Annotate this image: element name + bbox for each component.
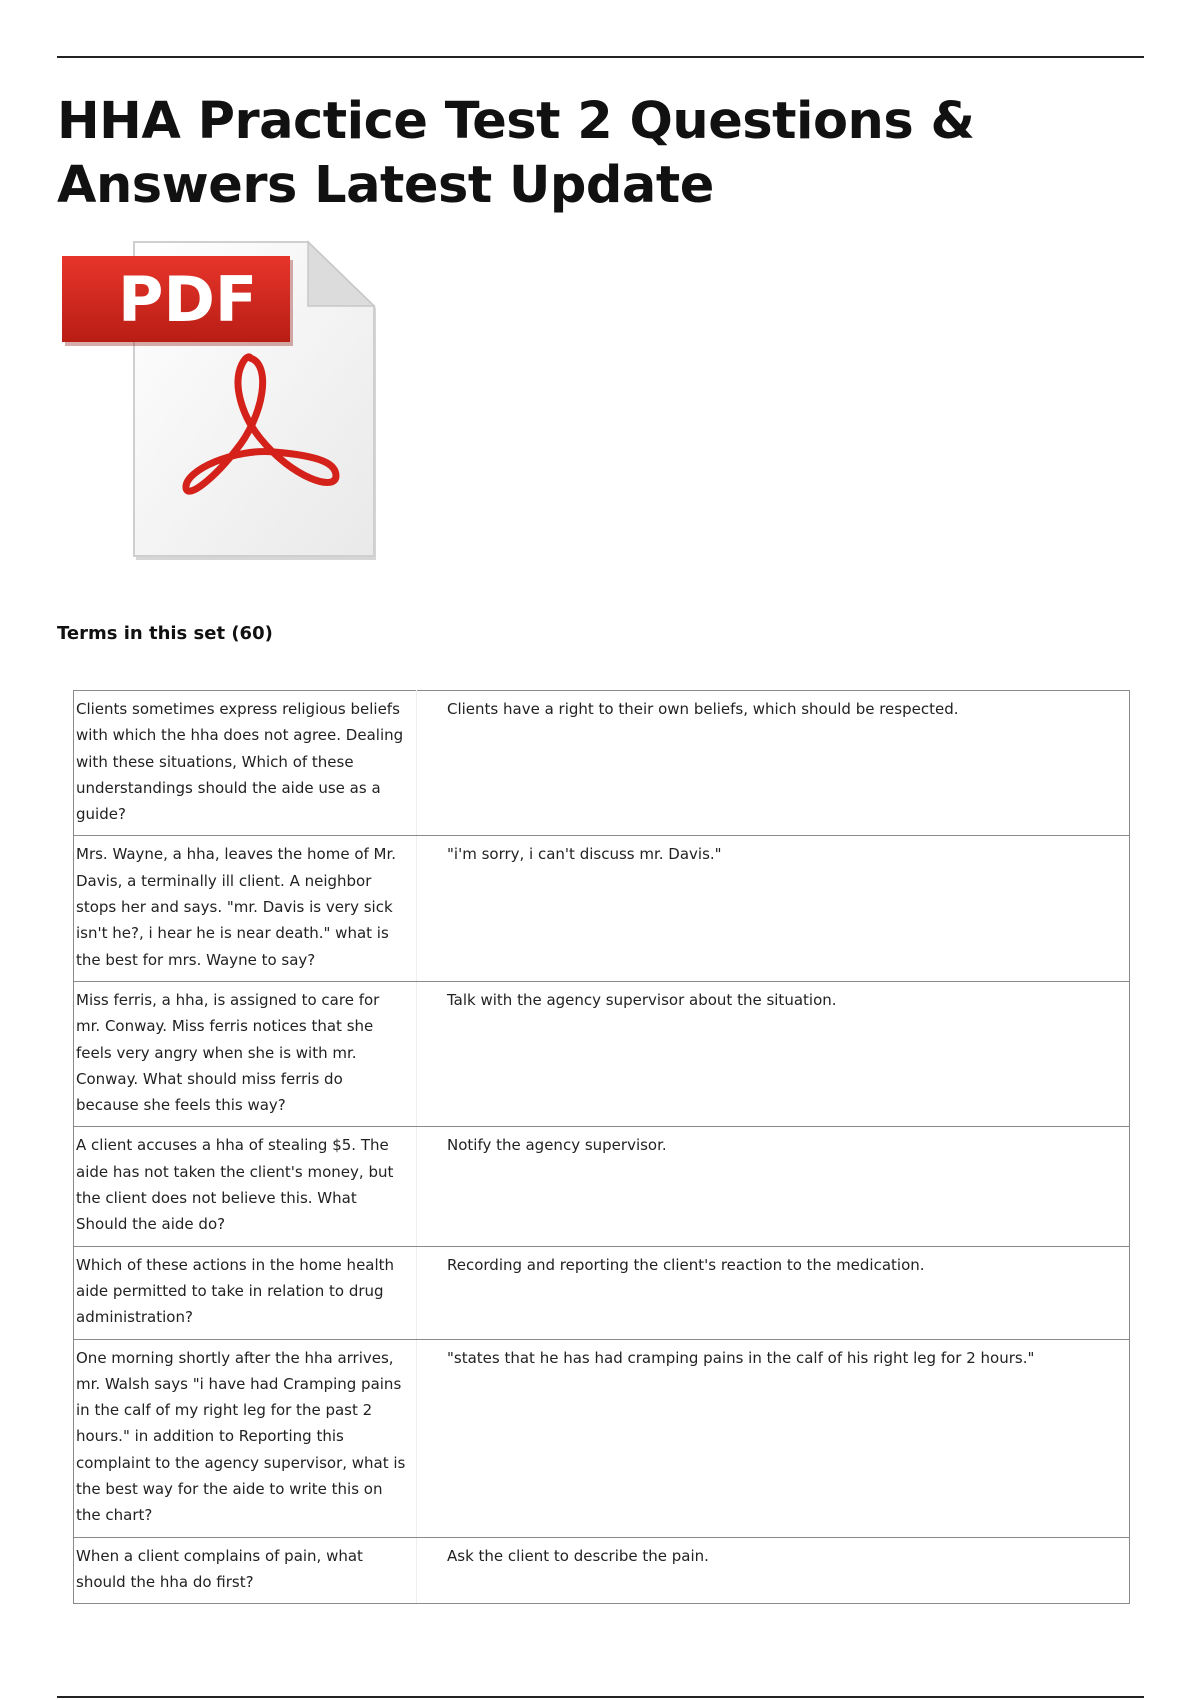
table-row	[74, 1246, 1130, 1339]
term-answer: Recording and reporting the client's reaction to the medication.	[417, 1246, 1130, 1339]
table-row	[74, 1339, 1130, 1537]
term-answer: "states that he has had cramping pains in the calf of his right leg for 2 hours."	[417, 1339, 1130, 1537]
bottom-rule	[57, 1696, 1144, 1698]
pdf-file-icon	[60, 238, 380, 560]
term-question: A client accuses a hha of stealing $5. The aide has not taken the client's money, but the client does not believe this. What Should the aide do?	[74, 1127, 417, 1246]
table-row	[74, 1537, 1130, 1604]
table-row	[74, 1127, 1130, 1246]
terms-table	[73, 690, 1130, 1604]
top-rule	[57, 56, 1144, 58]
table-row	[74, 981, 1130, 1126]
term-answer: Talk with the agency supervisor about the situation.	[417, 981, 1130, 1126]
page-title: HHA Practice Test 2 Questions & Answers Latest Update	[57, 92, 975, 215]
term-answer: "i'm sorry, i can't discuss mr. Davis."	[417, 836, 1130, 981]
pdf-label: PDF	[118, 263, 258, 336]
term-question: One morning shortly after the hha arrives, mr. Walsh says "i have had Cramping pains in the calf of my right leg for the past 2 hours." in addition to Reporting this complaint to the agency supervisor, what is the best way for the aide to write this on the chart?	[74, 1339, 417, 1537]
terms-set-heading: Terms in this set (60)	[57, 623, 273, 644]
term-answer: Clients have a right to their own beliefs, which should be respected.	[417, 691, 1130, 836]
term-question: Mrs. Wayne, a hha, leaves the home of Mr. Davis, a terminally ill client. A neighbor stops her and says. "mr. Davis is very sick isn't he?, i hear he is near death." what is the best for mrs. Wayne to say?	[74, 836, 417, 981]
term-question: Clients sometimes express religious beliefs with which the hha does not agree. Dealing with these situations, Which of these understandings should the aide use as a guide?	[74, 691, 417, 836]
term-answer: Notify the agency supervisor.	[417, 1127, 1130, 1246]
term-question: Which of these actions in the home health aide permitted to take in relation to drug administration?	[74, 1246, 417, 1339]
table-row	[74, 691, 1130, 836]
table-row	[74, 836, 1130, 981]
term-question: When a client complains of pain, what should the hha do first?	[74, 1537, 417, 1604]
term-answer: Ask the client to describe the pain.	[417, 1537, 1130, 1604]
term-question: Miss ferris, a hha, is assigned to care for mr. Conway. Miss ferris notices that she feels very angry when she is with mr. Conway. What should miss ferris do because she feels this way?	[74, 981, 417, 1126]
